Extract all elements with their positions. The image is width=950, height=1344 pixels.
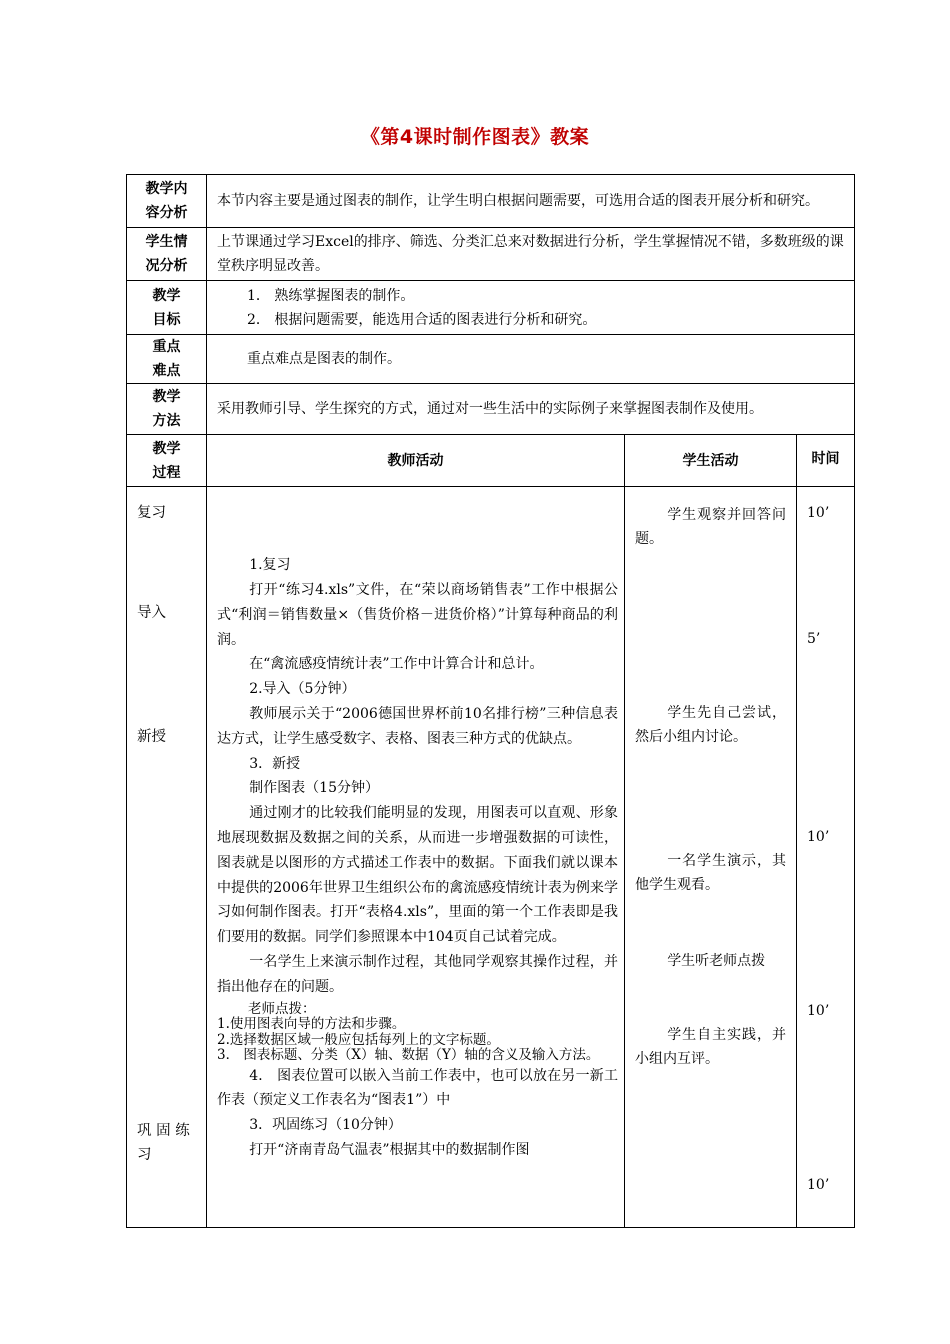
- phase-review: 复习: [137, 505, 166, 521]
- phase-practice: 巩 固 练: [137, 1123, 190, 1139]
- row-key-points: [127, 335, 855, 384]
- time-value: 10’: [807, 829, 830, 845]
- time-value: 10’: [807, 505, 830, 521]
- goals-list: [207, 281, 855, 335]
- time-value: 5’: [807, 631, 821, 647]
- activity-paragraph: 制作图表（15分钟）: [249, 780, 380, 797]
- student-analysis-label: 学生情 况分析: [127, 228, 207, 281]
- activity-paragraph: 2.导入（5分钟）: [249, 681, 356, 698]
- activity-paragraph: 3． 图表标题、分类（X）轴、数据（Y）轴的含义及输入方法。: [217, 1047, 600, 1064]
- phase-new-lesson: 新授: [137, 729, 166, 745]
- lesson-plan-table: [126, 174, 855, 1228]
- activity-paragraph: 1.复习: [249, 557, 291, 574]
- time-column: [797, 487, 855, 1228]
- activity-paragraph: 教师展示关于“2006德国世界杯前10名排行榜”三种信息表达方式，让学生感受数字、表格、图表三种方式的优缺点。: [217, 706, 618, 747]
- student-activity: 学生听老师点拨: [667, 953, 766, 969]
- activity-paragraph: 2.选择数据区域一般应包括每列上的文字标题。: [217, 1031, 500, 1048]
- activity-paragraph: 老师点拨：: [248, 1000, 316, 1017]
- content-analysis-text: 本节内容主要是通过图表的制作，让学生明白根据问题需要，可选用合适的图表开展分析和研究。: [207, 175, 855, 228]
- student-activity: 一名学生演示，其他学生观看。: [635, 853, 786, 893]
- student-analysis-text: 上节课通过学习Excel的排序、筛选、分类汇总来对数据进行分析，学生掌握情况不错，多数班级的课堂秩序明显改善。: [207, 228, 855, 281]
- activity-paragraph: 通过刚才的比较我们能明显的发现，用图表可以直观、形象地展现数据及数据之间的关系，从而进一步增强数据的可读性，图表就是以图形的方式描述工作表中的数据。下面我们就以课本中提供的2006年世界卫生组织公布的禽流感疫情统计表为例来学习如何制作图表。打开“表格4.xls”，里面的第一个工作表即是我们要用的数据。同学们参照课本中104页自己试着完成。: [217, 805, 618, 946]
- student-activity: 学生观察并回答问题。: [635, 507, 786, 547]
- time-value: 10’: [807, 1177, 830, 1193]
- student-activity: 学生先自己尝试，然后小组内讨论。: [635, 705, 786, 745]
- goal-item: 1． 熟练掌握图表的制作。: [247, 287, 415, 304]
- row-goals: [127, 281, 855, 335]
- activity-paragraph: 打开“练习4.xls”文件，在“荣以商场销售表”工作中根据公式“利润＝销售数量×（售货价格－进货价格）”计算每种商品的利润。: [217, 582, 618, 648]
- methods-text: 采用教师引导、学生探究的方式，通过对一些生活中的实际例子来掌握图表制作及使用。: [207, 384, 855, 435]
- methods-label: 教学 方法: [127, 384, 207, 435]
- phase-intro: 导入: [137, 605, 166, 621]
- goal-item: 2． 根据问题需要，能选用合适的图表进行分析和研究。: [247, 311, 597, 328]
- time-header: 时间: [797, 435, 855, 487]
- teacher-activity-header: 教师活动: [207, 435, 625, 487]
- key-points-label: 重点 难点: [127, 335, 207, 384]
- row-process-header: [127, 435, 855, 487]
- activity-paragraph: 在“禽流感疫情统计表”工作中计算合计和总计。: [249, 656, 544, 673]
- phase-practice-cont: 习: [137, 1147, 152, 1163]
- row-methods: [127, 384, 855, 435]
- activity-paragraph: 3．巩固练习（10分钟）: [249, 1117, 402, 1134]
- content-analysis-label: 教学内 容分析: [127, 175, 207, 228]
- phase-column: [127, 487, 207, 1228]
- row-process-body: [127, 487, 855, 1228]
- key-points-text: 重点难点是图表的制作。: [207, 335, 855, 384]
- process-label: 教学 过程: [127, 435, 207, 487]
- activity-paragraph: 3．新授: [249, 755, 301, 772]
- student-activity: 学生自主实践，并小组内互评。: [635, 1027, 786, 1067]
- activity-paragraph: 4． 图表位置可以嵌入当前工作表中，也可以放在另一新工作表（预定义工作表名为“图表1”）中: [217, 1067, 618, 1109]
- time-value: 10’: [807, 1003, 830, 1019]
- activity-paragraph: 打开“济南青岛气温表”根据其中的数据制作图: [249, 1141, 530, 1158]
- row-student-analysis: [127, 228, 855, 281]
- page-title: 《第4课时制作图表》教案: [360, 126, 590, 148]
- row-content-analysis: [127, 175, 855, 228]
- student-activity-header: 学生活动: [625, 435, 797, 487]
- teacher-activity-column: [207, 487, 625, 1228]
- goals-label: 教学 目标: [127, 281, 207, 335]
- activity-paragraph: 一名学生上来演示制作过程，其他同学观察其操作过程，并指出他存在的问题。: [217, 953, 618, 995]
- activity-paragraph: 1.使用图表向导的方法和步骤。: [217, 1016, 406, 1033]
- student-activity-column: [625, 487, 797, 1228]
